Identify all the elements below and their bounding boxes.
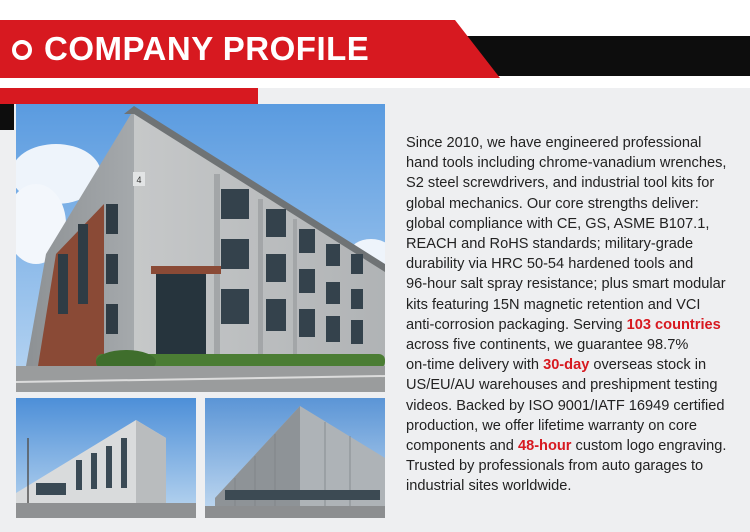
company-profile-text [406, 133, 746, 497]
page-title: COMPANY PROFILE [44, 30, 370, 67]
panel-accent-red [0, 88, 258, 104]
factory-photo-bottom-left [16, 398, 196, 518]
highlight-countries: 103 countries [626, 316, 721, 333]
profile-text-segment: across five continents, we guarantee 98.7% on-time delivery with [406, 337, 689, 374]
profile-text-segment: custom logo engraving. Trusted by professionals from auto garages to industrial sites worldwide. [406, 438, 727, 495]
header-banner [0, 0, 750, 90]
factory-building-image [16, 398, 196, 518]
factory-building-image [16, 104, 385, 392]
profile-text-segment: overseas stock in US/EU/AU warehouses and preshipment testing videos. Backed by ISO 9001/IATF 16949 certified production, we offer lifetime warranty on core components and [406, 357, 725, 455]
highlight-engraving-hours: 48-hour [517, 438, 572, 455]
factory-photo-main [16, 104, 385, 392]
building-number: 4 [136, 175, 142, 185]
factory-photo-bottom-right [205, 398, 385, 518]
panel-accent-black [0, 104, 14, 130]
highlight-stock-days: 30-day [543, 357, 590, 374]
profile-text-segment: Since 2010, we have engineered professional hand tools including chrome-vanadium wrenches, S2 steel screwdrivers, and industrial tool kits for global mechanics. Our core strengths deliver: global compliance with CE, GS, ASME B107.1, REACH and RoHS standards; military-grade durability via HRC 50-54 hardened tools and 96-hour salt spray resistance; plus smart modular kits featuring 15N magnetic retention and VCI anti-corrosion packaging. Serving [406, 135, 727, 333]
ring-icon [12, 40, 32, 60]
factory-building-image [205, 398, 385, 518]
